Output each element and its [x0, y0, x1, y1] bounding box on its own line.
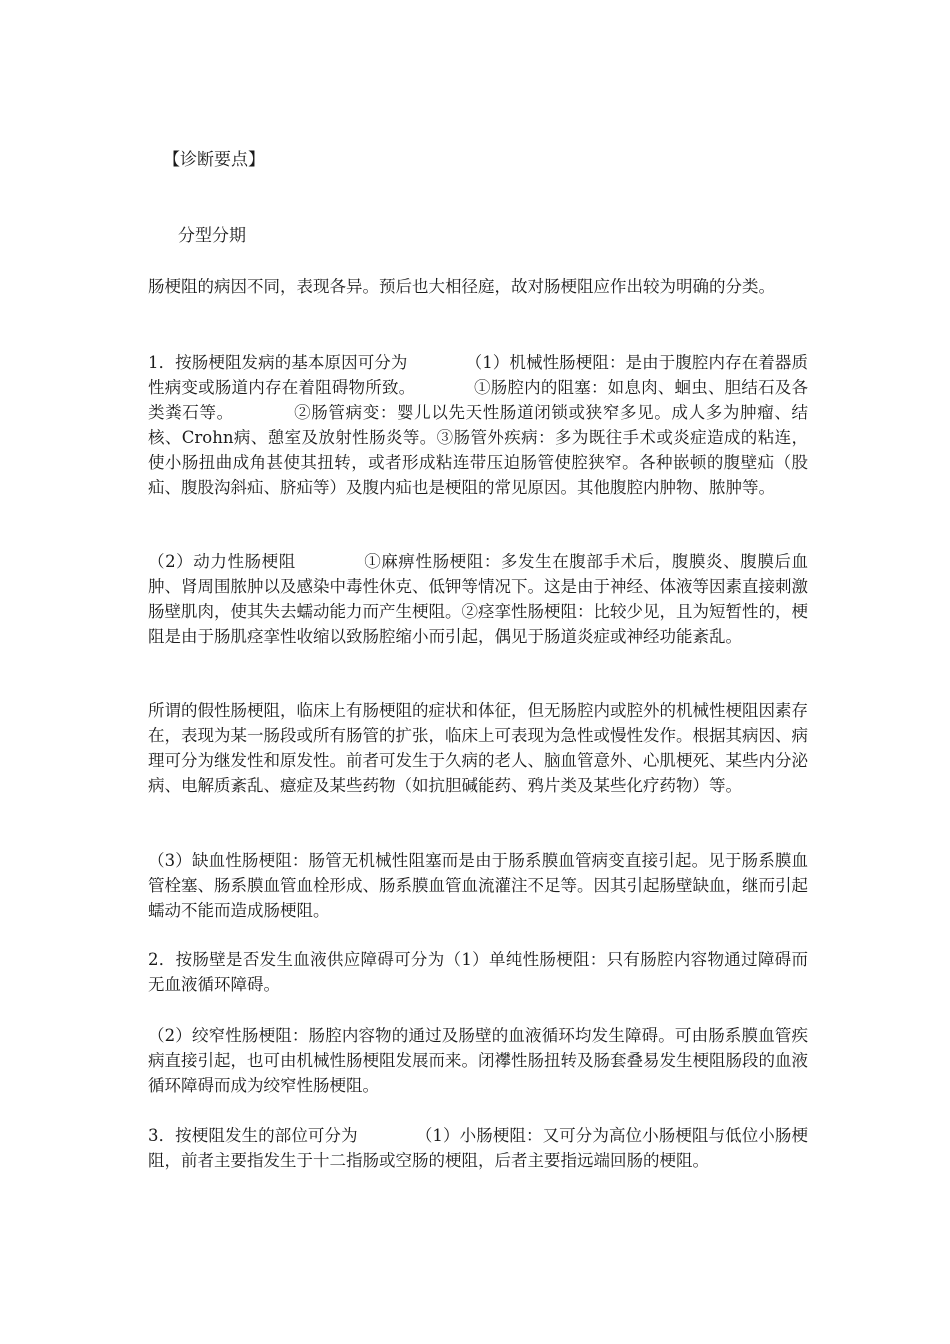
paragraph-pseudo-obstruction: 所谓的假性肠梗阻，临床上有肠梗阻的症状和体征，但无肠腔内或腔外的机械性梗阻因素存在，表现为某一肠段或所有肠管的扩张，临床上可表现为急性或慢性发作。根据其病因、病理可分为继发性和原发性。前者可发生于久病的老人、脑血管意外、心肌梗死、某些内分泌病、电解质紊乱、癔症及某些药物（如抗胆碱能药、鸦片类及某些化疗药物）等。	[148, 701, 808, 795]
paragraph-cause-classification: 1．按肠梗阻发病的基本原因可分为 （1）机械性肠梗阻：是由于腹腔内存在着器质性病变或肠道内存在着阻碍物所致。 ①肠腔内的阻塞：如息肉、蛔虫、胆结石及各类粪石等。 ②肠管病变：婴儿以先天性肠道闭锁或狭窄多见。成人多为肿瘤、结核、Crohn病、憩室及放射性肠炎等。③肠管外疾病：多为既往手术或炎症造成的粘连，使小肠扭曲成角甚使其扭转，或者形成粘连带压迫肠管使腔狭窄。各种嵌顿的腹壁疝（股疝、腹股沟斜疝、脐疝等）及腹内疝也是梗阻的常见原因。其他腹腔内肿物、脓肿等。	[148, 353, 808, 497]
paragraph-intro: 肠梗阻的病因不同，表现各异。预后也大相径庭，故对肠梗阻应作出较为明确的分类。	[148, 277, 775, 296]
section-subheading: 分型分期	[178, 226, 246, 246]
section-heading: 【诊断要点】	[163, 150, 265, 170]
paragraph-ischemic-obstruction: （3）缺血性肠梗阻：肠管无机械性阻塞而是由于肠系膜血管病变直接引起。见于肠系膜血管栓塞、肠系膜血管血栓形成、肠系膜血管血流灌注不足等。因其引起肠壁缺血，继而引起蠕动不能而造成肠梗阻。	[148, 851, 808, 920]
paragraph-location-classification: 3．按梗阻发生的部位可分为 （1）小肠梗阻：又可分为高位小肠梗阻与低位小肠梗阻，前者主要指发生于十二指肠或空肠的梗阻，后者主要指远端回肠的梗阻。	[148, 1126, 808, 1170]
paragraph-blood-supply-classification: 2．按肠壁是否发生血液供应障碍可分为（1）单纯性肠梗阻：只有肠腔内容物通过障碍而无血液循环障碍。	[148, 950, 808, 994]
paragraph-strangulated-obstruction: （2）绞窄性肠梗阻：肠腔内容物的通过及肠壁的血液循环均发生障碍。可由肠系膜血管疾病直接引起，也可由机械性肠梗阻发展而来。闭襻性肠扭转及肠套叠易发生梗阻肠段的血液循环障碍而成为绞窄性肠梗阻。	[148, 1026, 808, 1095]
paragraph-dynamic-obstruction: （2）动力性肠梗阻 ①麻痹性肠梗阻：多发生在腹部手术后，腹膜炎、腹膜后血肿、肾周围脓肿以及感染中毒性休克、低钾等情况下。这是由于神经、体液等因素直接刺激肠壁肌肉，使其失去蠕动能力而产生梗阻。②痉挛性肠梗阻：比较少见，且为短暂性的，梗阻是由于肠肌痉挛性收缩以致肠腔缩小而引起，偶见于肠道炎症或神经功能紊乱。	[148, 552, 808, 646]
